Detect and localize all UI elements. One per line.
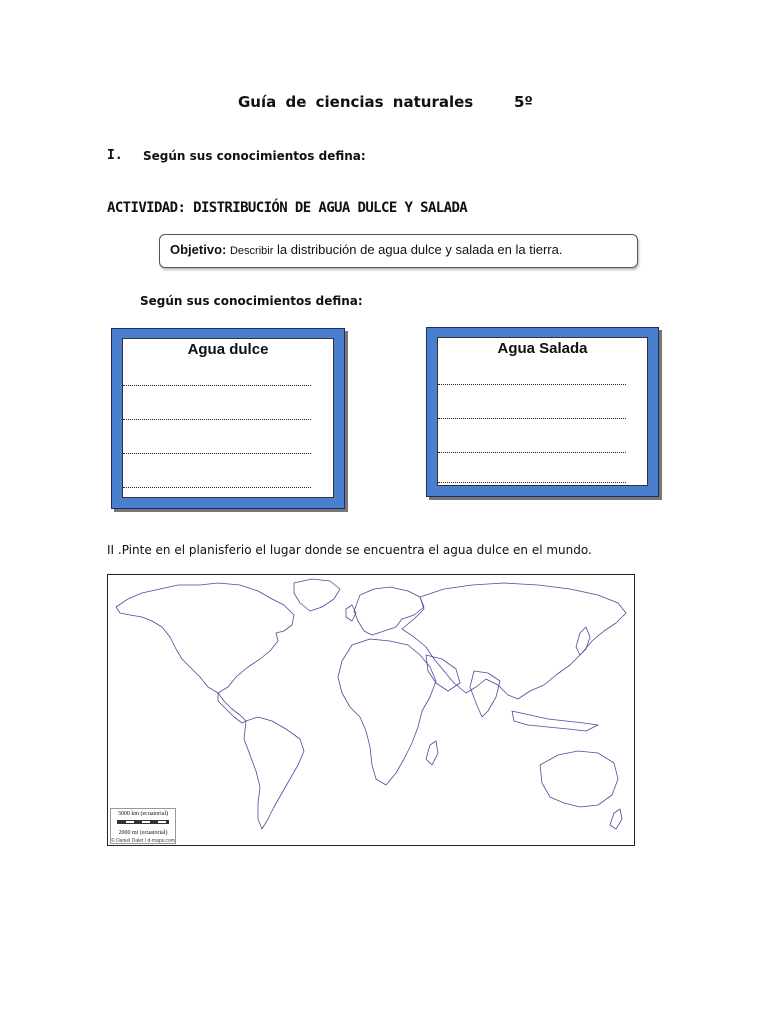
fresh-water-writing-area[interactable] <box>122 338 334 498</box>
scale-km: 3000 km (ecuatorial) <box>117 811 169 817</box>
answer-line <box>123 384 311 386</box>
north-america-outline <box>116 583 294 693</box>
section-1-number: I. <box>107 148 123 163</box>
activity-title: ACTIVIDAD: DISTRIBUCIÓN DE AGUA DULCE Y SALADA <box>107 200 468 216</box>
madagascar-outline <box>426 741 438 765</box>
objective-text: la distribución de agua dulce y salada en la tierra. <box>277 242 563 257</box>
salt-water-writing-area[interactable] <box>437 337 648 486</box>
scale-bar <box>117 820 169 824</box>
answer-line <box>438 481 626 483</box>
answer-line <box>438 383 626 385</box>
section-2-instruction: II .Pinte en el planisferio el lugar donde se encuentra el agua dulce en el mundo. <box>107 543 592 557</box>
objective-verb: Describir <box>229 245 274 257</box>
central-america-outline <box>218 693 246 723</box>
arabia-outline <box>426 655 460 691</box>
answer-line <box>438 451 626 453</box>
salt-water-title: Agua Salada <box>497 340 588 357</box>
page-title: Guía de ciencias naturales <box>238 93 474 111</box>
europe-outline <box>354 587 424 635</box>
australia-outline <box>540 751 618 807</box>
answer-line <box>123 418 311 420</box>
salt-water-box <box>426 327 659 497</box>
fresh-water-title: Agua dulce <box>187 341 269 358</box>
answer-line <box>123 486 311 488</box>
japan-outline <box>576 627 590 655</box>
scale-mi: 2000 mi (ecuatorial) <box>118 830 168 836</box>
objective-box <box>159 234 638 268</box>
answer-line <box>123 452 311 454</box>
grade-label: 5º <box>514 93 533 111</box>
india-outline <box>470 671 500 717</box>
new-zealand-outline <box>610 809 622 829</box>
africa-outline <box>338 639 436 785</box>
greenland-outline <box>294 579 340 611</box>
map-credit: © Daniel Dalet / d-maps.com <box>111 838 175 844</box>
objective-label: Objetivo: <box>170 242 227 257</box>
answer-line <box>438 417 626 419</box>
fresh-water-box <box>111 328 345 509</box>
world-map-outline <box>108 575 634 845</box>
indonesia-outline <box>512 711 598 731</box>
section-1-instruction: Según sus conocimientos defina: <box>143 149 366 163</box>
world-map[interactable] <box>107 574 635 846</box>
south-america-outline <box>244 717 304 829</box>
define-prompt: Según sus conocimientos defina: <box>140 294 363 308</box>
